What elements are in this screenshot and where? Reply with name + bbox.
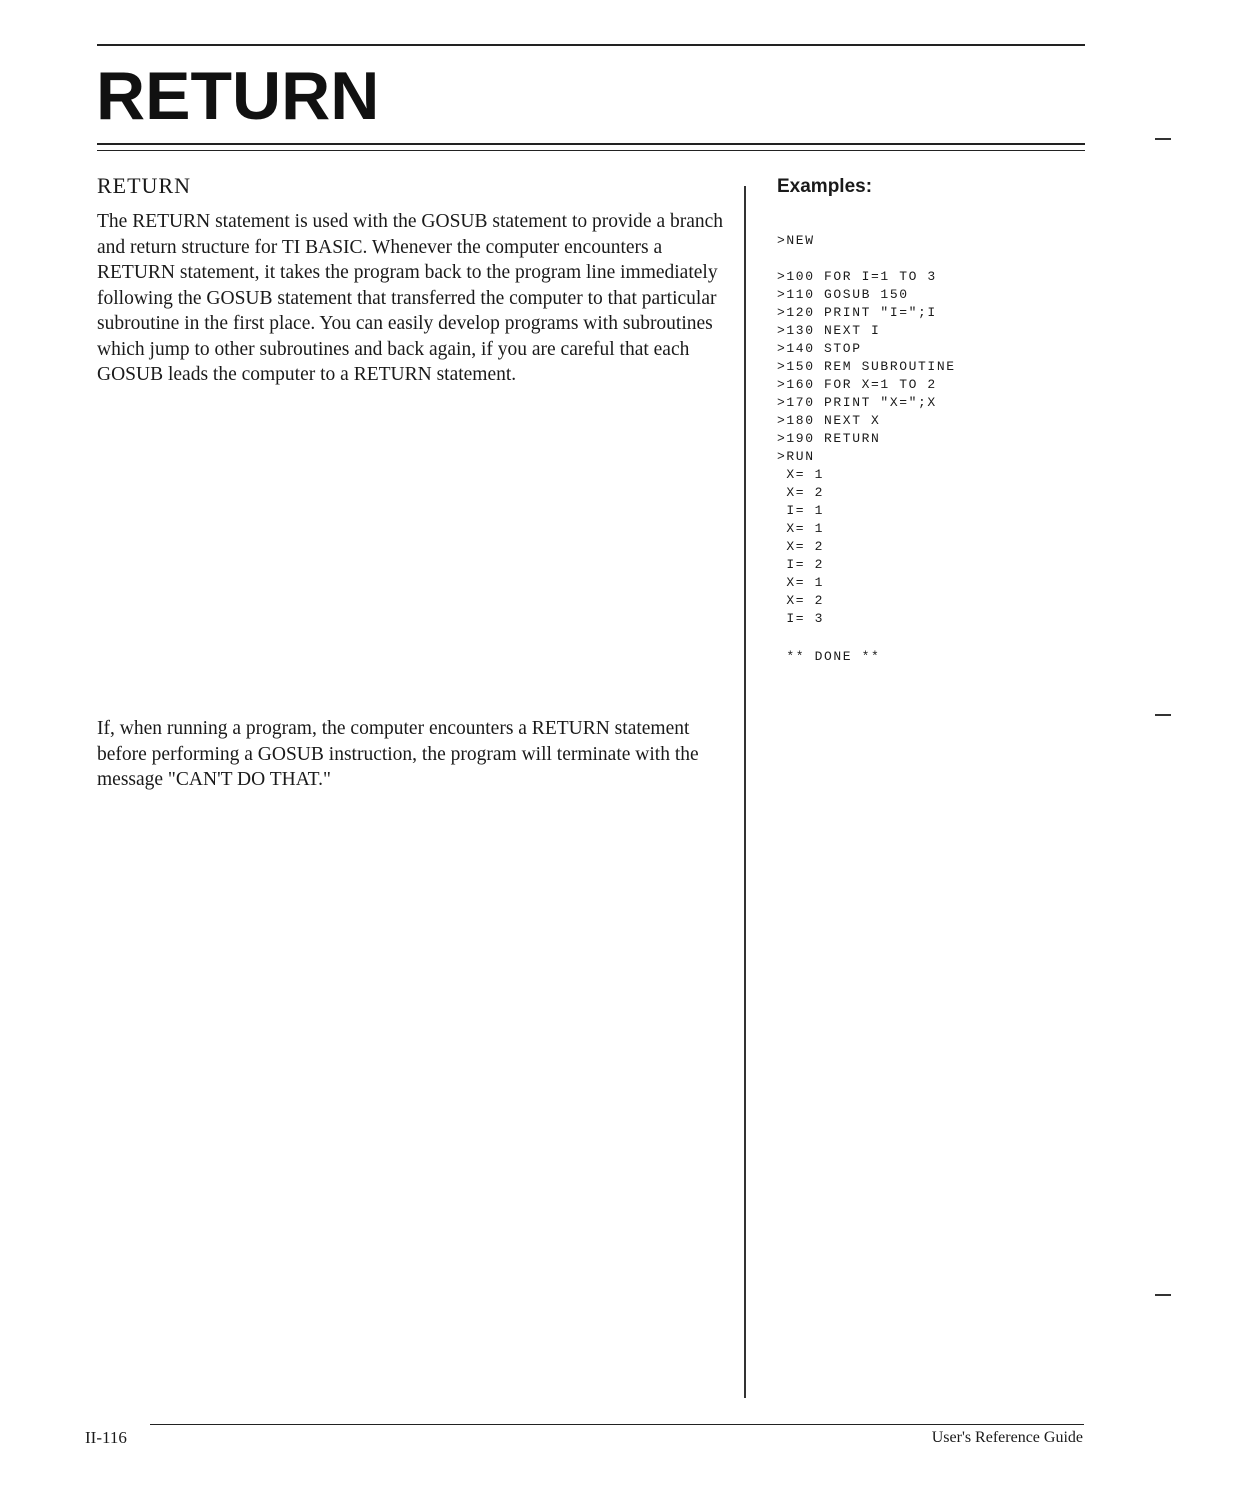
margin-tick xyxy=(1155,1294,1171,1296)
page-title: RETURN xyxy=(96,58,380,134)
title-rule-thin xyxy=(97,150,1085,151)
title-rule xyxy=(97,143,1085,145)
code-done-message: ** DONE ** xyxy=(777,649,881,664)
guide-title: User's Reference Guide xyxy=(931,1429,1083,1446)
page-number: II-116 xyxy=(85,1428,127,1447)
code-listing: >100 FOR I=1 TO 3 >110 GOSUB 150 >120 PRINT "I=";I >130 NEXT I >140 STOP >150 REM SUBROUTINE >160 FOR X=1 TO 2 >170 PRINT "X=";X >180 NEXT X >190 RETURN >RUN X= 1 X= 2 I= 1 X= 1 X= 2 I= 2 X= 1 X= 2 I= 3 xyxy=(777,269,956,626)
column-divider xyxy=(744,186,746,1398)
section-heading: RETURN xyxy=(97,173,191,198)
margin-tick xyxy=(1155,714,1171,716)
margin-tick xyxy=(1155,138,1171,140)
examples-heading: Examples: xyxy=(777,176,873,197)
footer-rule xyxy=(150,1424,1084,1425)
error-note-paragraph: If, when running a program, the computer encounters a RETURN statement before performing a GOSUB instruction, the program will terminate with the message "CAN'T DO THAT." xyxy=(97,718,699,790)
code-new-command: >NEW xyxy=(777,233,815,248)
top-rule xyxy=(97,44,1085,46)
description-paragraph: The RETURN statement is used with the GOSUB statement to provide a branch and return structure for TI BASIC. Whenever the computer encounters a RETURN statement, it takes the program back to the program line immediately following the GOSUB statement that transferred the computer to that particular subroutine in the first place. You can easily develop programs with subroutines which jump to other subroutines and back again, if you are careful that each GOSUB leads the computer to a RETURN statement. xyxy=(97,211,724,385)
